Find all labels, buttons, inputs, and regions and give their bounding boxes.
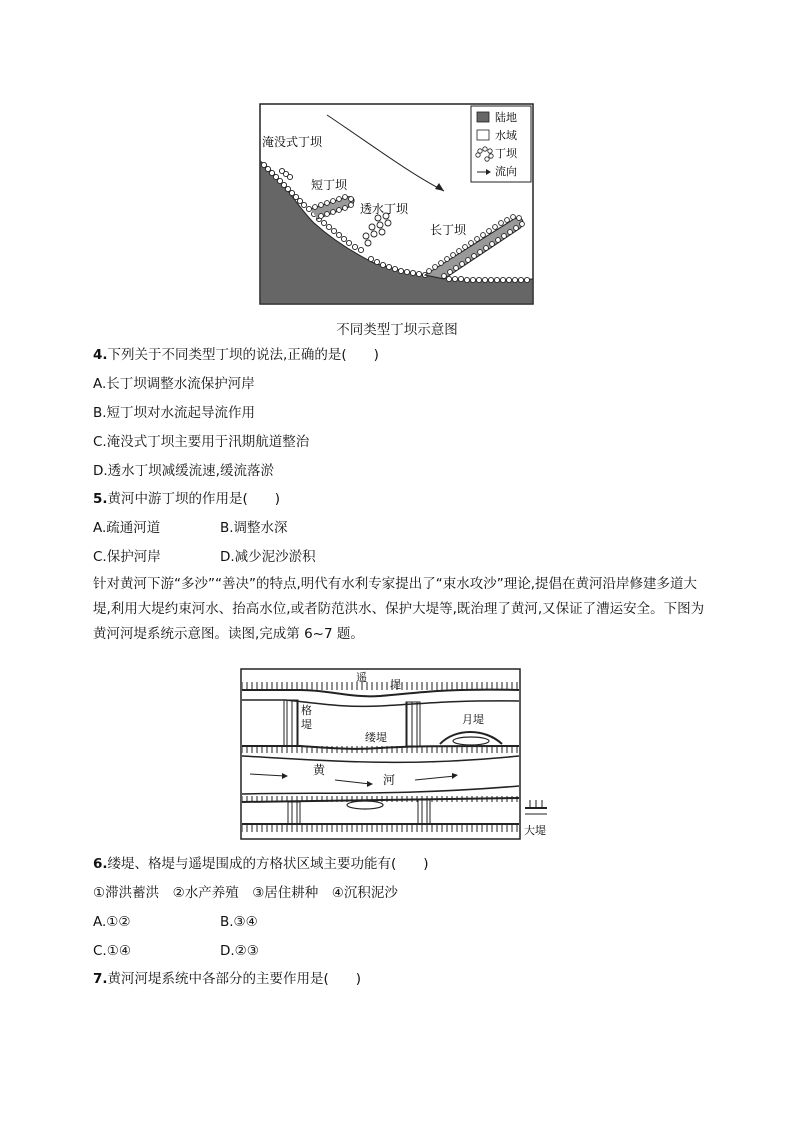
figure1-caption: 不同类型丁坝示意图 [336,322,458,338]
yellow-river-levee-diagram [240,668,552,840]
legend-groyne: 丁坝 [495,147,517,160]
q4-stem-text: 下列关于不同类型丁坝的说法,正确的是( ) [107,347,379,363]
label-dadi: 大堤 [524,824,546,837]
q5-option-d[interactable]: D.减少泥沙淤积 [220,549,316,565]
q6-option-d[interactable]: D.②③ [220,943,259,959]
label-ge2: 堤 [301,718,312,731]
q6-stem [93,855,429,873]
label-short-groyne: 短丁坝 [311,178,348,192]
q4-option-b[interactable]: B.短丁坝对水流起导流作用 [93,405,256,421]
label-yue-di: 月堤 [462,713,484,726]
q6-number: 6. [93,856,108,872]
label-lv-di: 缕堤 [365,731,387,744]
q4-stem [93,346,379,364]
q5-number: 5. [93,491,108,507]
passage: 针对黄河下游“多沙”“善决”的特点,明代有水利专家提出了“束水攻沙”理论,提倡在黄河沿岸修建多道大堤,利用大堤约束河水、抬高水位,或者防范洪水、保护大堤等,既治理了黄河,又保证了漕运安全。下图为黄河河堤系统示意图。读图,完成第 6~7 题。 [93,576,705,642]
legend-land: 陆地 [495,111,517,124]
groyne-diagram [259,103,534,305]
q5-stem [93,490,280,508]
q6-stem-text: 缕堤、格堤与遥堤围成的方格状区域主要功能有( ) [107,856,429,872]
q6-option-c[interactable]: C.①④ [93,943,131,959]
q4-option-c[interactable]: C.淹没式丁坝主要用于汛期航道整治 [93,434,310,450]
q5-option-a[interactable]: A.疏通河道 [93,520,161,536]
q6-choices: ①滞洪蓄洪 ②水产养殖 ③居住耕种 ④沉积泥沙 [93,885,398,901]
q7-stem-text: 黄河河堤系统中各部分的主要作用是( ) [107,971,362,987]
label-huang: 黄 [313,763,326,777]
legend-water: 水域 [495,129,517,142]
q5-option-c[interactable]: C.保护河岸 [93,549,161,565]
q7-stem [93,970,361,988]
label-he: 河 [383,773,396,787]
q5-stem-text: 黄河中游丁坝的作用是( ) [107,491,281,507]
q4-number: 4. [93,347,108,363]
label-di-top: 堤 [390,678,401,691]
q4-option-a[interactable]: A.长丁坝调整水流保护河岸 [93,376,255,392]
q4-option-d[interactable]: D.透水丁坝减缓流速,缓流落淤 [93,463,274,479]
label-yao: 遥 [356,671,367,684]
label-submerged-groyne: 淹没式丁坝 [262,135,323,149]
label-permeable-groyne: 透水丁坝 [360,202,409,216]
q7-number: 7. [93,971,108,987]
label-long-groyne: 长丁坝 [430,223,467,237]
q6-option-b[interactable]: B.③④ [220,914,258,930]
q5-option-b[interactable]: B.调整水深 [220,520,288,536]
q6-option-a[interactable]: A.①② [93,914,131,930]
legend-flow: 流向 [495,165,517,178]
label-ge1: 格 [301,704,312,717]
